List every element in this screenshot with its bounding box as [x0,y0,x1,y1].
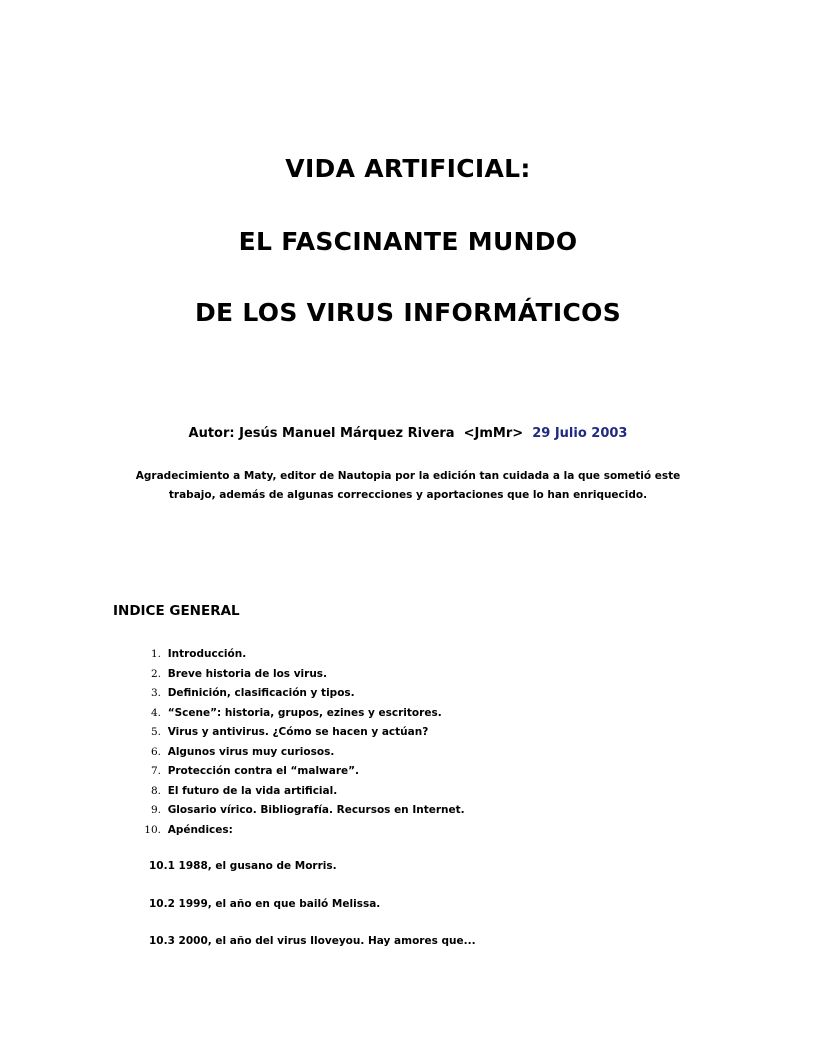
toc-item-label: Glosario vírico. Bibliografía. Recursos en Internet. [167,804,465,816]
toc-item-number: 1. [150,648,161,660]
author-name: Autor: Jesús Manuel Márquez Rivera <JmMr> [188,426,533,441]
toc-item-label: Apéndices: [167,823,233,836]
toc-item-label: Introducción. [167,648,247,660]
toc-item [110,645,465,665]
appendix-item: 10.3 2000, el año del virus Iloveyou. Hay amores que... [149,935,476,947]
toc-item [110,743,465,763]
toc-item-label: Algunos virus muy curiosos. [167,745,335,758]
index-title: INDICE GENERAL [113,603,240,619]
toc-item-label: “Scene”: historia, grupos, ezines y escritores. [167,706,442,719]
toc-item-number: 2. [150,667,161,680]
toc-item [110,801,465,821]
toc-item-label: El futuro de la vida artificial. [167,784,338,797]
publication-date: 29 Julio 2003 [532,426,628,441]
toc-item [110,665,465,685]
toc-item-number: 5. [150,726,161,738]
toc-item-number: 7. [150,765,161,777]
table-of-contents [110,645,465,840]
toc-item [110,684,465,704]
title-line-3: DE LOS VIRUS INFORMÁTICOS [195,298,621,327]
toc-item-number: 6. [150,745,161,758]
author-line [0,426,816,441]
acknowledgement-line-1: Agradecimiento a Maty, editor de Nautopia por la edición tan cuidada a la que sometió este [135,470,681,482]
toc-item-label: Protección contra el “malware”. [167,765,360,777]
title-line-1: VIDA ARTIFICIAL: [285,154,531,183]
toc-item-number: 4. [150,706,161,719]
appendix-item: 10.1 1988, el gusano de Morris. [149,860,337,872]
toc-item [110,821,465,841]
appendix-item: 10.2 1999, el año en que bailó Melissa. [149,898,381,910]
toc-item [110,723,465,743]
toc-item-label: Virus y antivirus. ¿Cómo se hacen y actúan? [167,726,429,738]
acknowledgement [120,467,696,505]
title-line-2: EL FASCINANTE MUNDO [238,227,578,256]
toc-item-number: 3. [150,687,161,699]
toc-item-label: Breve historia de los virus. [167,667,328,680]
acknowledgement-line-2: trabajo, además de algunas correcciones y aportaciones que lo han enriquecido. [168,489,648,501]
toc-item [110,762,465,782]
toc-item-number: 8. [150,784,161,797]
toc-item [110,704,465,724]
toc-item-number: 10. [144,823,161,836]
toc-item [110,782,465,802]
toc-item-number: 9. [150,804,161,816]
toc-item-label: Definición, clasificación y tipos. [167,687,355,699]
